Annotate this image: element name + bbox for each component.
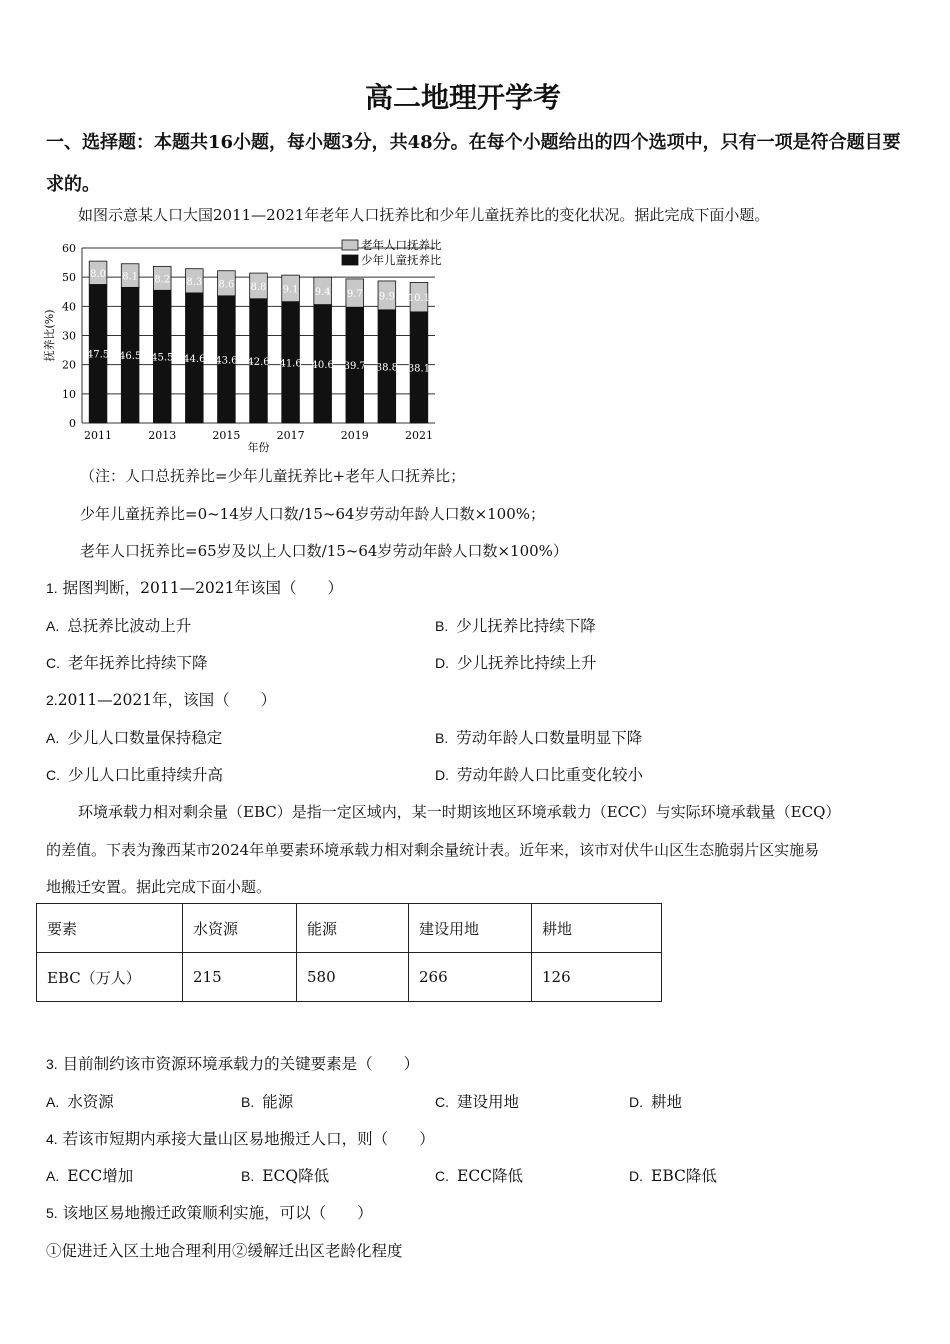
- q2-option-a[interactable]: [46, 726, 222, 748]
- q4-option-b[interactable]: [241, 1164, 329, 1186]
- data-label-elderly: 8.8: [250, 281, 267, 293]
- data-label-elderly: 9.7: [346, 289, 363, 301]
- q3-option-a[interactable]: [46, 1090, 114, 1112]
- option-key: B.: [435, 618, 449, 634]
- q4-option-d[interactable]: [629, 1164, 717, 1186]
- option-text: 少儿抚养比持续下降: [456, 617, 596, 635]
- note-line-3: 老年人口抚养比=65岁及以上人口数/15~64岁劳动年龄人口数×100%）: [80, 542, 568, 560]
- option-text: ECC降低: [457, 1167, 524, 1185]
- table-row: [37, 953, 662, 1002]
- option-text: 少儿抚养比持续上升: [457, 654, 597, 672]
- q2-option-d[interactable]: [435, 763, 643, 785]
- table-header-row: [37, 904, 662, 953]
- data-label-children: 42.6: [247, 356, 270, 368]
- intro-paragraph-2-line-1: 环境承载力相对剩余量（EBC）是指一定区域内，某一时期该地区环境承载力（ECC）与实际环境承载量（ECQ）: [78, 803, 841, 821]
- option-key: C.: [435, 1168, 449, 1184]
- option-text: 建设用地: [457, 1093, 520, 1111]
- y-tick-label: 20: [62, 358, 76, 372]
- option-text: 劳动年龄人口比重变化较小: [457, 766, 644, 784]
- q1-option-b[interactable]: [435, 614, 596, 636]
- data-label-children: 38.1: [407, 363, 431, 375]
- option-key: D.: [629, 1168, 643, 1184]
- table-header-cell: 能源: [297, 904, 409, 953]
- data-label-children: 39.7: [343, 361, 366, 373]
- option-key: B.: [241, 1168, 255, 1184]
- question-number: 3.: [46, 1056, 58, 1072]
- option-key: A.: [46, 618, 60, 634]
- y-axis-label: 抚养比(%): [43, 309, 56, 362]
- option-text: 水资源: [67, 1093, 114, 1111]
- q4-option-a[interactable]: [46, 1164, 133, 1186]
- y-tick-label: 30: [62, 329, 76, 343]
- data-label-elderly: 9.9: [378, 291, 395, 303]
- question-text: 目前制约该市资源环境承载力的关键要素是（ ）: [62, 1055, 420, 1073]
- question-number: 5.: [46, 1205, 58, 1221]
- option-text: 少儿人口数量保持稳定: [67, 729, 223, 747]
- y-tick-label: 10: [62, 387, 76, 401]
- q2-option-c[interactable]: [46, 763, 223, 785]
- option-key: C.: [46, 767, 60, 783]
- intro-paragraph-2-line-2: 的差值。下表为豫西某市2024年单要素环境承载力相对剩余量统计表。近年来，该市对伏牛山区生态脆弱片区实施易: [46, 841, 820, 859]
- data-label-elderly: 8.6: [218, 279, 235, 291]
- note-line-2: 少年儿童抚养比=0~14岁人口数/15~64岁劳动年龄人口数×100%；: [80, 505, 546, 523]
- q3-option-b[interactable]: [241, 1090, 293, 1112]
- option-text: 少儿人口比重持续升高: [68, 766, 224, 784]
- data-label-children: 41.6: [279, 358, 302, 370]
- table-header-cell: 要素: [37, 904, 183, 953]
- option-key: C.: [435, 1094, 449, 1110]
- y-tick-label: 40: [62, 300, 76, 314]
- question-number: 4.: [46, 1131, 58, 1147]
- question-3: [46, 1052, 419, 1074]
- option-key: A.: [46, 1094, 60, 1110]
- question-1: [46, 576, 343, 598]
- question-number: 1.: [46, 580, 58, 596]
- ebc-table: [36, 903, 662, 1002]
- question-4: [46, 1127, 435, 1149]
- data-label-children: 43.6: [215, 355, 238, 367]
- data-label-children: 44.6: [183, 353, 206, 365]
- table-cell: 266: [409, 953, 532, 1002]
- option-key: B.: [435, 730, 449, 746]
- table-cell: 580: [297, 953, 409, 1002]
- data-label-elderly: 8.0: [90, 268, 106, 280]
- legend-swatch-elderly: [342, 240, 358, 250]
- data-label-children: 45.5: [151, 352, 174, 364]
- section-heading: 一、选择题：本题共16小题，每小题3分，共48分。在每个小题给出的四个选项中，只有一项是符合题目要求的。: [46, 132, 901, 195]
- data-label-elderly: 10.1: [407, 293, 431, 305]
- q1-option-c[interactable]: [46, 651, 208, 673]
- data-label-elderly: 8.2: [154, 274, 171, 286]
- data-label-children: 46.5: [119, 351, 142, 363]
- option-text: EBC降低: [651, 1167, 717, 1185]
- table-header-cell: 建设用地: [409, 904, 532, 953]
- option-key: D.: [435, 767, 449, 783]
- option-text: 耕地: [651, 1093, 683, 1111]
- dependency-ratio-chart: [40, 234, 460, 456]
- question-text: 该地区易地搬迁政策顺利实施，可以（ ）: [62, 1204, 373, 1222]
- q3-option-d[interactable]: [629, 1090, 682, 1112]
- option-key: D.: [629, 1094, 643, 1110]
- legend-label-children: 少年儿童抚养比: [361, 253, 442, 267]
- x-tick-label: 2019: [340, 429, 369, 442]
- q1-option-a[interactable]: [46, 614, 191, 636]
- option-text: 总抚养比波动上升: [67, 617, 192, 635]
- legend-swatch-children: [342, 255, 358, 265]
- option-text: 老年抚养比持续下降: [68, 654, 208, 672]
- x-tick-label: 2011: [84, 429, 113, 442]
- y-tick-label: 0: [69, 417, 76, 430]
- table-cell: 215: [183, 953, 297, 1002]
- question-5: [46, 1201, 373, 1223]
- data-label-elderly: 8.1: [122, 271, 139, 283]
- data-label-children: 47.5: [86, 349, 110, 361]
- data-label-elderly: 9.1: [282, 284, 299, 296]
- table-header-cell: 耕地: [532, 904, 662, 953]
- x-tick-label: 2017: [276, 429, 305, 442]
- question-text: 据图判断，2011—2021年该国（ ）: [62, 579, 344, 597]
- y-tick-label: 60: [62, 242, 76, 255]
- question-2: [46, 688, 276, 710]
- x-tick-label: 2015: [212, 429, 241, 442]
- intro-paragraph-2-line-3: 地搬迁安置。据此完成下面小题。: [46, 878, 272, 896]
- data-label-children: 40.6: [311, 359, 334, 371]
- y-tick-label: 50: [62, 271, 76, 285]
- q2-option-b[interactable]: [435, 726, 642, 748]
- x-axis-label: 年份: [247, 441, 270, 454]
- data-label-elderly: 8.3: [186, 276, 203, 288]
- q3-option-c[interactable]: [435, 1090, 519, 1112]
- table-cell: EBC（万人）: [37, 953, 183, 1002]
- option-key: A.: [46, 730, 60, 746]
- question-text: 若该市短期内承接大量山区易地搬迁人口，则（ ）: [62, 1130, 435, 1148]
- data-label-children: 38.8: [375, 362, 398, 374]
- option-key: A.: [46, 1168, 60, 1184]
- note-line-1: （注：人口总抚养比=少年儿童抚养比+老年人口抚养比；: [80, 467, 466, 485]
- q5-statement-line: ①促进迁入区土地合理利用②缓解迁出区老龄化程度: [46, 1242, 403, 1260]
- x-tick-label: 2013: [148, 429, 177, 442]
- question-number: 2.: [46, 692, 58, 708]
- legend-label-elderly: 老年人口抚养比: [361, 238, 442, 252]
- option-text: 劳动年龄人口数量明显下降: [456, 729, 643, 747]
- page-title: 高二地理开学考: [364, 81, 561, 114]
- option-key: D.: [435, 655, 449, 671]
- intro-paragraph-1: 如图示意某人口大国2011—2021年老年人口抚养比和少年儿童抚养比的变化状况。据此完成下面小题。: [78, 206, 770, 224]
- option-text: ECQ降低: [262, 1167, 330, 1185]
- option-text: 能源: [262, 1093, 294, 1111]
- q4-option-c[interactable]: [435, 1164, 523, 1186]
- q1-option-d[interactable]: [435, 651, 597, 673]
- option-text: ECC增加: [67, 1167, 134, 1185]
- table-cell: 126: [532, 953, 662, 1002]
- data-label-elderly: 9.4: [314, 286, 331, 298]
- question-text: 2011—2021年，该国（ ）: [57, 691, 277, 709]
- option-key: C.: [46, 655, 60, 671]
- table-header-cell: 水资源: [183, 904, 297, 953]
- option-key: B.: [241, 1094, 255, 1110]
- x-tick-label: 2021: [404, 429, 433, 442]
